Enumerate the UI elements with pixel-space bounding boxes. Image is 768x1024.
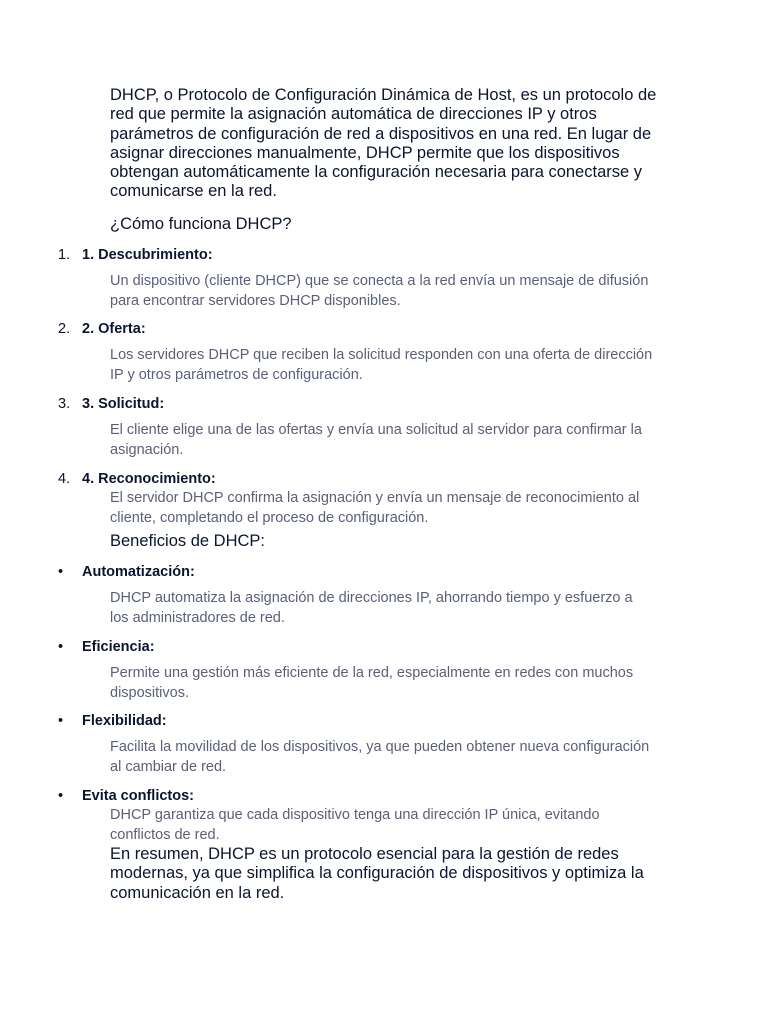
benefit-description: Permite una gestión más eficiente de la red, especialmente en redes con muchos dispositivos. (110, 665, 634, 701)
step-title: 1. Descubrimiento: (82, 247, 213, 263)
step-description: El servidor DHCP confirma la asignación y envía un mensaje de reconocimiento al cliente, completando el proceso de configuración. (110, 490, 640, 526)
step-description: Un dispositivo (cliente DHCP) que se conecta a la red envía un mensaje de difusión para encontrar servidores DHCP disponibles. (110, 273, 649, 309)
list-number: 1. (58, 247, 71, 263)
how-it-works-heading: ¿Cómo funciona DHCP? (110, 215, 292, 233)
bullet-marker: • (58, 713, 64, 729)
benefit-description: Facilita la movilidad de los dispositivos, ya que pueden obtener nueva configuración al cambiar de red. (110, 739, 650, 775)
step-description: Los servidores DHCP que reciben la solicitud responden con una oferta de dirección IP y otros parámetros de configuración. (110, 347, 653, 383)
list-number: 3. (58, 396, 71, 412)
benefit-description: DHCP garantiza que cada dispositivo tenga una dirección IP única, evitando conflictos de red. (110, 807, 600, 843)
intro-paragraph: DHCP, o Protocolo de Configuración Dinámica de Host, es un protocolo de red que permite la asignación automática de direcciones IP y otros parámetros de configuración de red a dispositivos en una red. En lugar de asignar direcciones manualmente, DHCP permite que los dispositivos obtengan automáticamente la configuración necesaria para conectarse y comunicarse en la red. (110, 86, 657, 201)
summary-paragraph: En resumen, DHCP es un protocolo esencial para la gestión de redes modernas, ya que simplifica la configuración de dispositivos y optimiza la comunicación en la red. (110, 845, 644, 902)
step-title: 4. Reconocimiento: (82, 471, 216, 487)
benefits-heading: Beneficios de DHCP: (110, 532, 265, 550)
bullet-marker: • (58, 639, 64, 655)
list-number: 2. (58, 321, 71, 337)
step-description: El cliente elige una de las ofertas y envía una solicitud al servidor para confirmar la asignación. (110, 422, 642, 458)
benefit-title: Evita conflictos: (82, 788, 194, 804)
bullet-marker: • (58, 564, 64, 580)
list-number: 4. (58, 471, 71, 487)
bullet-marker: • (58, 788, 64, 804)
benefit-title: Eficiencia: (82, 639, 155, 655)
benefit-title: Automatización: (82, 564, 195, 580)
step-title: 2. Oferta: (82, 321, 146, 337)
benefit-description: DHCP automatiza la asignación de direcciones IP, ahorrando tiempo y esfuerzo a los administradores de red. (110, 590, 633, 626)
step-title: 3. Solicitud: (82, 396, 165, 412)
benefit-title: Flexibilidad: (82, 713, 167, 729)
